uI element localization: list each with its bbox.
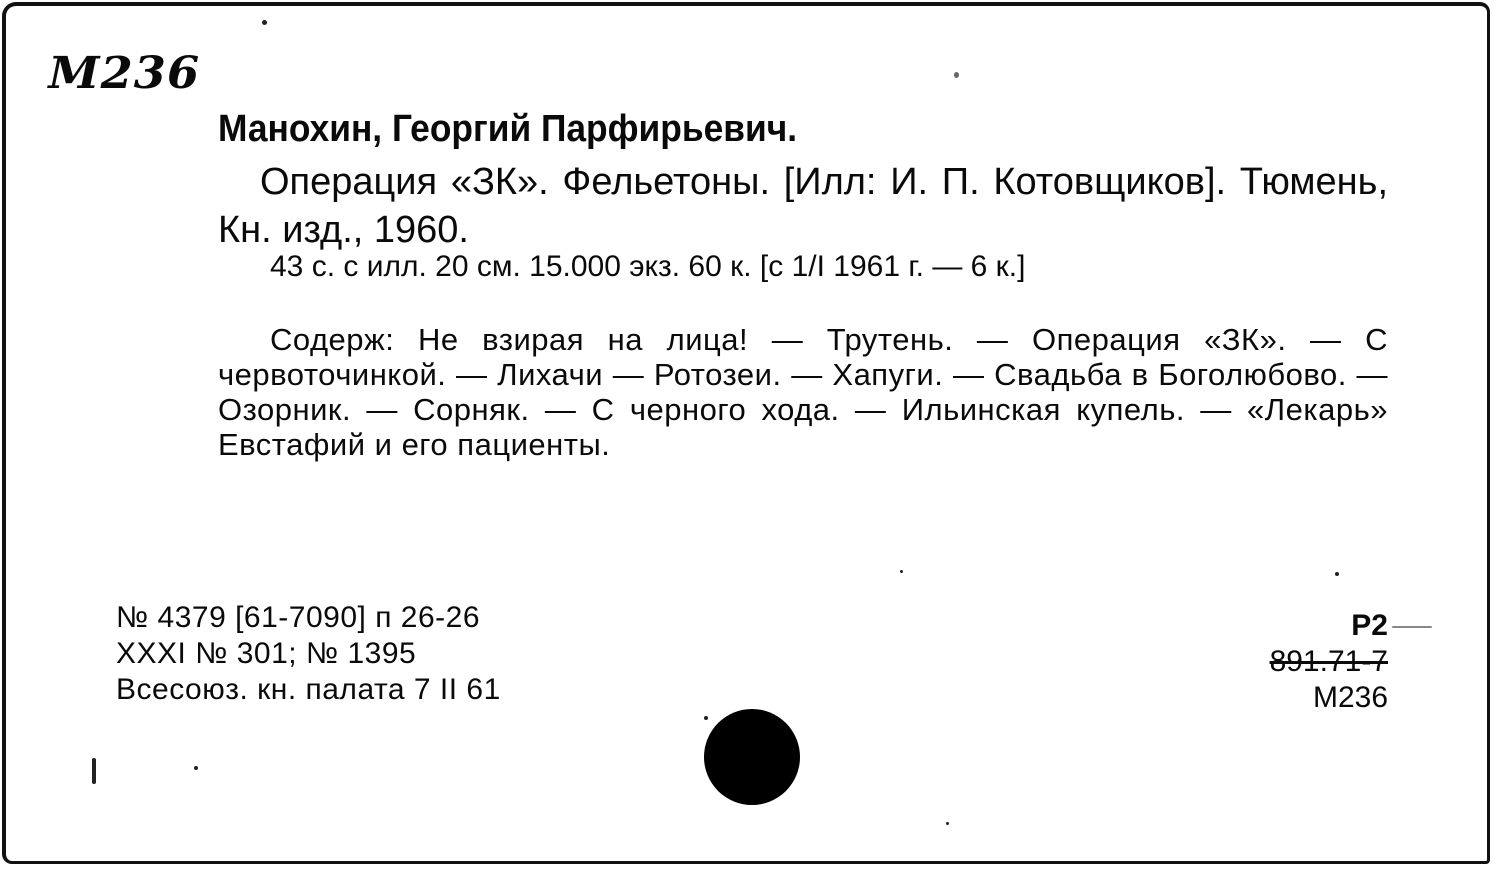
speck-mark [946, 822, 949, 825]
footer-chronicle-number: XXXI № 301; № 1395 [116, 637, 417, 670]
footer-chamber-date: Всесоюз. кн. палата 7 II 61 [116, 673, 501, 706]
title-imprint: Операция «ЗК». Фельетоны. [Илл: И. П. Котовщиков]. Тюмень, Кн. изд., 1960. [218, 161, 1388, 251]
speck-mark [92, 758, 96, 784]
shelf-mark: M236 [48, 48, 201, 99]
speck-mark [704, 716, 708, 720]
classification-code: Р2 [1351, 609, 1388, 642]
contents-note: Содерж: Не взирая на лица! — Трутень. — Операция «ЗК». — С червоточинкой. — Лихачи — Ротозеи. — Хапуги. — Свадьба в Боголюбово. — Озорник. — Сорняк. — С черного хода. — Ильинская купель. — «Лекарь» Евстафий и его пациенты. [218, 322, 1388, 462]
speck-mark [900, 570, 903, 573]
speck-mark [1392, 626, 1432, 628]
punch-hole [704, 709, 800, 805]
physical-description: 43 с. с илл. 20 см. 15.000 экз. 60 к. [с 1/I 1961 г. — 6 к.] [270, 250, 1026, 283]
author-code: М236 [1312, 681, 1388, 714]
speck-mark [954, 72, 959, 78]
footer-registration-number: № 4379 [61-7090] п 26-26 [116, 601, 481, 634]
speck-mark [262, 20, 267, 25]
speck-mark [194, 766, 198, 770]
speck-mark [1335, 572, 1339, 576]
old-index-code: 891.71-7 [1269, 645, 1388, 678]
author-heading: Манохин, Георгий Парфирьевич. [218, 108, 798, 150]
